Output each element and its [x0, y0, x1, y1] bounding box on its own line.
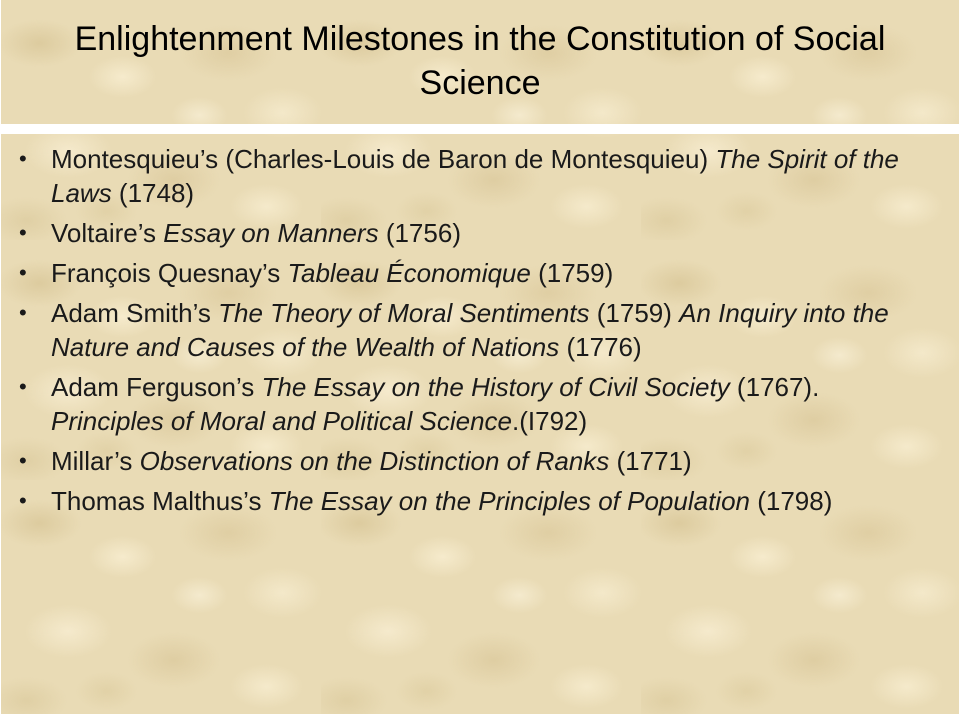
item-date: .(I792): [512, 406, 588, 436]
list-item: [19, 370, 929, 438]
item-author: Adam Smith’s: [51, 298, 219, 328]
item-author: Montesquieu’s (Charles-Louis de Baron de Montesquieu): [51, 144, 716, 174]
slide: [1, 0, 959, 714]
item-date: (1776): [559, 332, 642, 362]
item-work: The Essay on the History of Civil Society: [261, 372, 730, 402]
item-date: (1771): [609, 446, 692, 476]
item-author: François Quesnay’s: [51, 258, 288, 288]
item-work: The Essay on the Principles of Population: [268, 486, 750, 516]
item-work: Observations on the Distinction of Ranks: [139, 446, 610, 476]
item-author: Millar’s: [51, 446, 140, 476]
item-date: (1798): [750, 486, 833, 516]
list-item: [19, 444, 929, 478]
item-work: The Theory of Moral Sentiments: [218, 298, 590, 328]
item-author: Thomas Malthus’s: [51, 486, 269, 516]
bullet-icon: •: [19, 300, 27, 325]
title-band: [1, 0, 959, 122]
list-item: [19, 142, 929, 210]
list-item: [19, 256, 929, 290]
item-author: Adam Ferguson’s: [51, 372, 262, 402]
list-item: [19, 216, 929, 250]
item-date: (1767).: [729, 372, 820, 402]
bullet-icon: •: [19, 448, 27, 473]
bullet-list: [19, 142, 929, 524]
item-author: Voltaire’s: [51, 218, 164, 248]
item-work: Essay on Manners: [163, 218, 379, 248]
bullet-icon: •: [19, 374, 27, 399]
item-date: (1748): [111, 178, 195, 208]
item-work: Tableau Économique: [287, 258, 531, 288]
item-date: (1759): [530, 258, 614, 288]
item-work-second: An Inquiry into the Nature and Causes of the Wealth of Nations: [51, 298, 889, 362]
bullet-icon: •: [19, 488, 27, 513]
bullet-icon: •: [19, 260, 27, 285]
list-item: [19, 296, 929, 364]
slide-title: Enlightenment Milestones in the Constitution of Social Science: [74, 20, 886, 102]
list-item: [19, 484, 929, 518]
item-work-second: Principles of Moral and Political Science: [51, 406, 512, 436]
bullet-icon: •: [19, 220, 27, 245]
bullet-icon: •: [19, 146, 27, 171]
item-work: The Spirit of the Laws: [51, 144, 899, 208]
item-date: (1759): [589, 298, 680, 328]
item-date: (1756): [378, 218, 461, 248]
title-divider: [1, 124, 959, 134]
